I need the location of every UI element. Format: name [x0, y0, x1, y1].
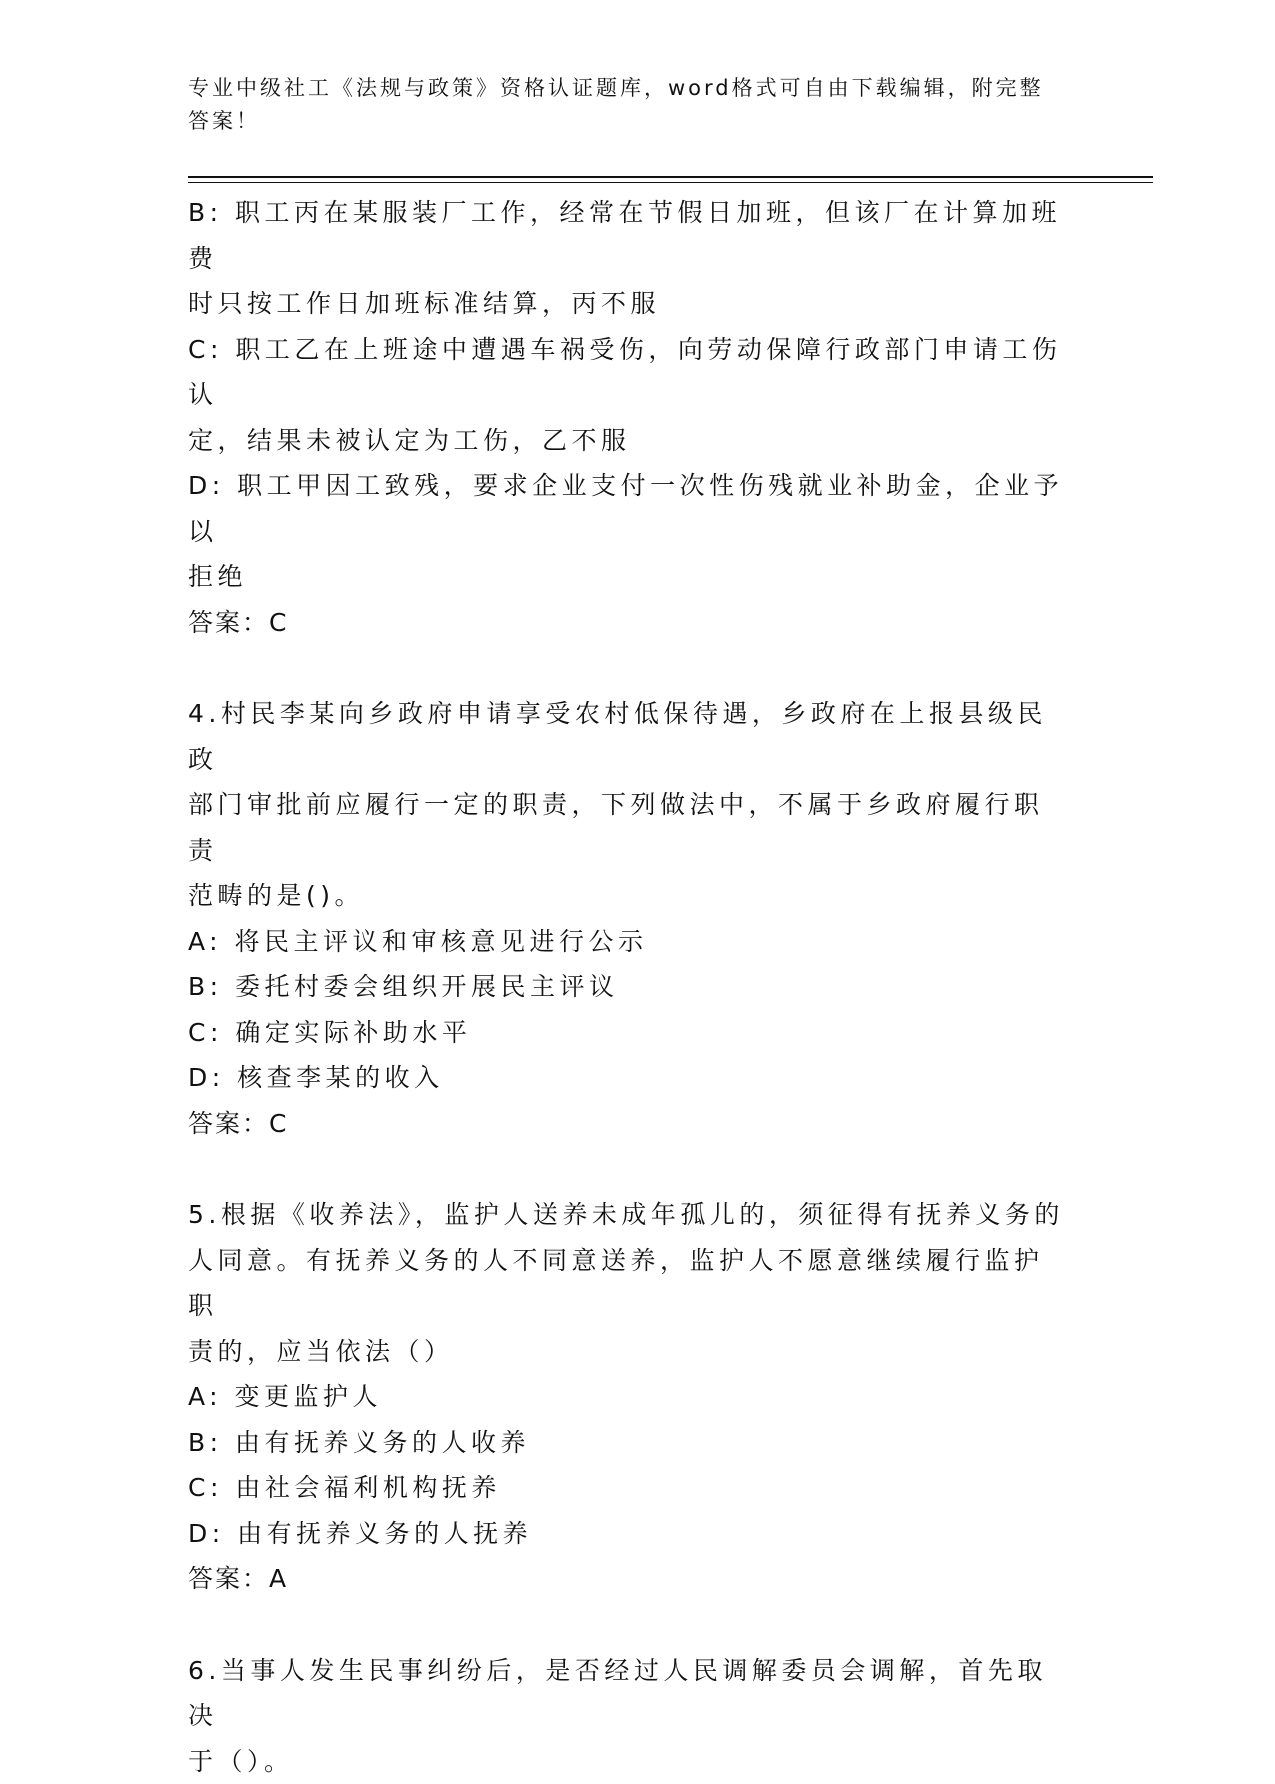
q3-option-d-line-1: D: 职工甲因工致残，要求企业支付一次性伤残就业补助金，企业予以: [188, 463, 1068, 554]
q4-option-c: C: 确定实际补助水平: [188, 1010, 1068, 1056]
header-line-1: 专业中级社工《法规与政策》资格认证题库，word格式可自由下载编辑，附完整: [188, 72, 1068, 105]
q5-answer: 答案：A: [188, 1556, 1068, 1602]
question-6-block: [188, 1648, 1068, 1784]
q6-stem-line-1: 6.当事人发生民事纠纷后，是否经过人民调解委员会调解，首先取决: [188, 1648, 1068, 1739]
header-rule-thick: [188, 176, 1153, 178]
q5-stem-line-2: 人同意。有抚养义务的人不同意送养，监护人不愿意继续履行监护职: [188, 1238, 1068, 1329]
document-header: [188, 72, 1068, 138]
question-4-block: [188, 691, 1068, 1146]
q6-stem-line-2: 于（）。: [188, 1739, 1068, 1784]
q3-option-d-line-2: 拒绝: [188, 554, 1068, 600]
q5-option-d: D: 由有抚养义务的人抚养: [188, 1511, 1068, 1557]
q4-option-d: D: 核查李某的收入: [188, 1055, 1068, 1101]
spacer: [188, 645, 1068, 691]
question-5-block: [188, 1192, 1068, 1602]
q4-stem-line-3: 范畴的是()。: [188, 873, 1068, 919]
spacer: [188, 1602, 1068, 1648]
q5-stem-line-1: 5.根据《收养法》，监护人送养未成年孤儿的，须征得有抚养义务的: [188, 1192, 1068, 1238]
q5-option-b: B: 由有抚养义务的人收养: [188, 1420, 1068, 1466]
q3-option-b-line-1: B: 职工丙在某服装厂工作，经常在节假日加班，但该厂在计算加班费: [188, 190, 1068, 281]
q4-stem-line-2: 部门审批前应履行一定的职责，下列做法中，不属于乡政府履行职责: [188, 782, 1068, 873]
q3-option-b-line-2: 时只按工作日加班标准结算，丙不服: [188, 281, 1068, 327]
q4-option-b: B: 委托村委会组织开展民主评议: [188, 964, 1068, 1010]
q3-answer: 答案：C: [188, 600, 1068, 646]
q5-option-a: A: 变更监护人: [188, 1374, 1068, 1420]
q5-option-c: C: 由社会福利机构抚养: [188, 1465, 1068, 1511]
header-line-2: 答案！: [188, 105, 1068, 138]
q4-stem-line-1: 4.村民李某向乡政府申请享受农村低保待遇，乡政府在上报县级民政: [188, 691, 1068, 782]
q3-option-c-line-1: C: 职工乙在上班途中遭遇车祸受伤，向劳动保障行政部门申请工伤认: [188, 327, 1068, 418]
q4-option-a: A: 将民主评议和审核意见进行公示: [188, 919, 1068, 965]
q3-option-c-line-2: 定，结果未被认定为工伤，乙不服: [188, 418, 1068, 464]
question-3-block: [188, 190, 1068, 645]
header-rule-thin: [188, 182, 1153, 183]
q4-answer: 答案：C: [188, 1101, 1068, 1147]
q5-stem-line-3: 责的，应当依法（）: [188, 1329, 1068, 1375]
spacer: [188, 1146, 1068, 1192]
question-content: [188, 190, 1068, 1784]
